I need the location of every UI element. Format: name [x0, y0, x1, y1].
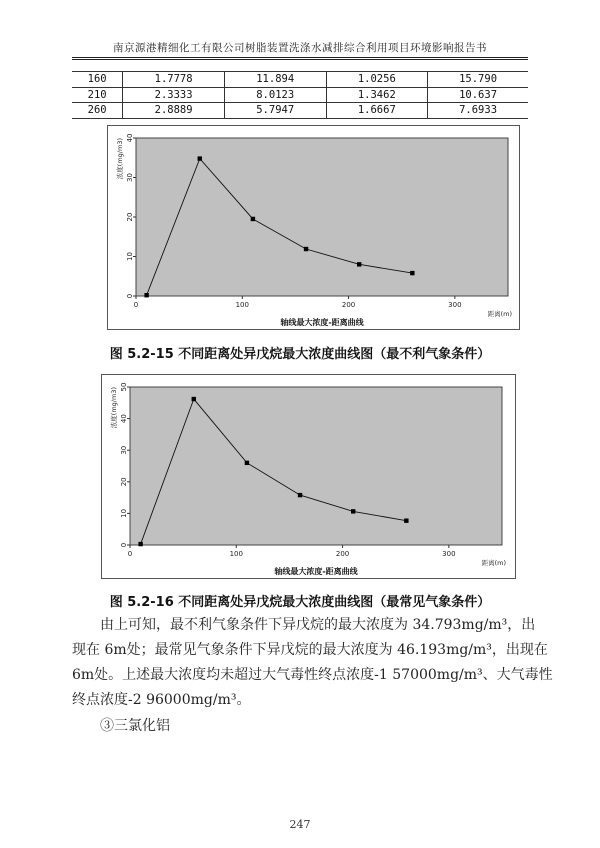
chart-title: 轴线最大浓度-距离曲线 [280, 318, 364, 327]
x-axis-label: 距离(m) [487, 310, 512, 318]
table-cell: 15.790 [428, 72, 528, 88]
y-tick-label: 20 [120, 477, 128, 487]
table-cell: 2.8889 [123, 103, 225, 119]
table-cell: 1.3462 [326, 87, 428, 103]
paragraph-line: 现在 6m处；最常见气象条件下异戊烷的最大浓度为 46.193mg/m³，出现在 [72, 642, 548, 658]
y-tick-label: 50 [120, 382, 128, 392]
figure-caption-2: 图 5.2-16 不同距离处异戊烷最大浓度曲线图（最常见气象条件） [109, 595, 491, 610]
x-tick-label: 200 [335, 550, 350, 558]
y-tick-label: 40 [120, 414, 128, 424]
table-cell: 1.6667 [326, 103, 428, 119]
table-cell: 7.6933 [428, 103, 528, 119]
data-point [138, 542, 142, 546]
data-table [72, 71, 528, 119]
data-point [357, 262, 361, 266]
paragraph-line: 6m处。上述最大浓度均未超过大气毒性终点浓度-1 57000mg/m³、大气毒性 [72, 667, 553, 683]
data-point [410, 271, 414, 275]
y-axis-label: 浓度(mg/m3) [110, 387, 118, 429]
data-point [404, 518, 408, 522]
chart-worst-weather [107, 125, 520, 330]
x-tick-label: 100 [229, 550, 243, 558]
data-point [304, 247, 308, 251]
plot-area [136, 138, 508, 296]
table-cell: 11.894 [224, 72, 326, 88]
page-number: 247 [289, 818, 311, 831]
y-tick-label: 30 [120, 445, 128, 455]
table-cell: 1.0256 [326, 72, 428, 88]
table-cell: 210 [72, 87, 123, 103]
y-tick-label: 20 [126, 212, 134, 222]
paragraph-line: 由上可知，最不利气象条件下异戊烷的最大浓度为 34.793mg/m³，出 [100, 617, 536, 633]
table-cell: 10.637 [428, 87, 528, 103]
x-tick-label: 300 [442, 550, 456, 558]
table-cell: 5.7947 [224, 103, 326, 119]
chart-svg [102, 375, 515, 578]
table-cell: 8.0123 [224, 87, 326, 103]
y-tick-label: 40 [126, 133, 134, 143]
data-point [144, 293, 148, 297]
table-cell: 260 [72, 103, 123, 119]
x-tick-label: 300 [448, 301, 462, 309]
x-tick-label: 200 [341, 301, 356, 309]
y-tick-label: 0 [120, 542, 128, 548]
header-rule-2 [72, 59, 528, 60]
data-point [298, 493, 302, 497]
y-tick-label: 0 [126, 293, 134, 299]
y-axis-label: 浓度(mg/m3) [116, 138, 124, 180]
data-point [192, 397, 196, 401]
x-tick-label: 0 [127, 550, 133, 558]
y-tick-label: 30 [126, 173, 134, 182]
table-cell: 160 [72, 72, 123, 88]
subheading: ③三氯化铝 [100, 718, 170, 734]
chart-common-weather [101, 374, 516, 579]
chart-svg [108, 126, 519, 329]
data-point [251, 217, 255, 221]
paragraph-line: 终点浓度-2 96000mg/m³。 [72, 692, 251, 708]
x-tick-label: 0 [133, 301, 139, 309]
table-row [72, 103, 528, 119]
data-point [198, 156, 202, 160]
body-paragraph [72, 613, 553, 713]
table-row [72, 87, 528, 103]
x-tick-label: 100 [235, 301, 249, 309]
table-cell: 1.7778 [123, 72, 225, 88]
data-point [245, 461, 249, 465]
chart-title: 轴线最大浓度-距离曲线 [274, 567, 358, 576]
page-header: 南京源港精细化工有限公司树脂装置洗涤水减排综合利用项目环境影响报告书 [113, 42, 487, 54]
table-row [72, 72, 528, 88]
y-tick-label: 10 [120, 508, 128, 518]
x-axis-label: 距离(m) [481, 559, 506, 567]
data-point [351, 509, 355, 513]
plot-area [130, 387, 502, 545]
y-tick-label: 10 [126, 252, 134, 261]
table-cell: 2.3333 [123, 87, 225, 103]
figure-caption-1: 图 5.2-15 不同距离处异戊烷最大浓度曲线图（最不利气象条件） [109, 347, 491, 362]
header-rule [72, 57, 528, 58]
